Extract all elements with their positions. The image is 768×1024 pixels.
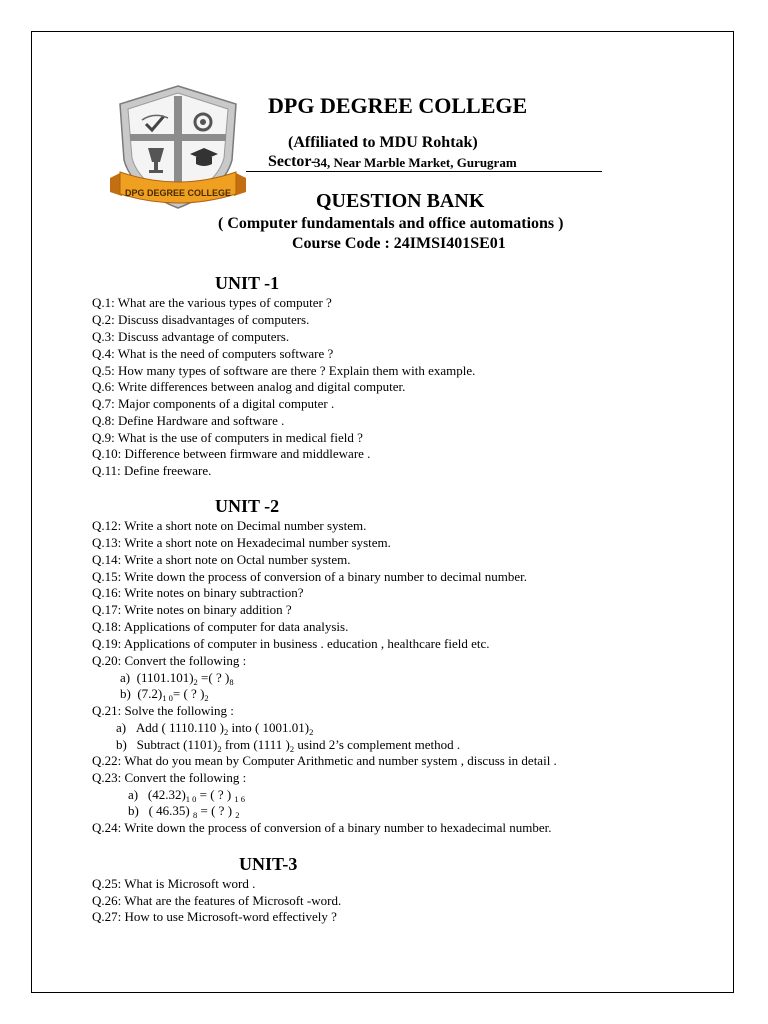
expr: ( 46.35) [148, 803, 194, 818]
expr: into ( 1001.01) [228, 720, 310, 735]
unit-1-heading: UNIT -1 [215, 273, 280, 293]
expr: Subtract (1101) [136, 737, 218, 752]
sub-label: a) [128, 787, 139, 802]
question: Q.1: What are the various types of computer ? [92, 295, 332, 310]
logo-ribbon-text: DPG DEGREE COLLEGE [124, 188, 232, 198]
question: Q.16: Write notes on binary subtraction? [92, 585, 304, 600]
base: 2 [193, 677, 198, 687]
question: Q.2: Discuss disadvantages of computers. [92, 312, 310, 327]
sector-prefix: Sector- [268, 153, 317, 170]
question: Q.7: Major components of a digital computer . [92, 396, 335, 411]
question: Q.18: Applications of computer for data analysis. [92, 619, 349, 634]
question: Q.15: Write down the process of conversion of a binary number to decimal number. [92, 569, 527, 584]
question: Q.10: Difference between firmware and middleware . [92, 446, 371, 461]
unit-3-heading: UNIT-3 [239, 854, 298, 874]
subject-line: ( Computer fundamentals and office automations ) [218, 215, 564, 232]
question: Q.9: What is the use of computers in medical field ? [92, 430, 363, 445]
affiliation: (Affiliated to MDU Rohtak) [288, 134, 478, 151]
question: Q.26: What are the features of Microsoft -word. [92, 893, 342, 908]
question: Q.8: Define Hardware and software . [92, 413, 285, 428]
base: 2 [217, 744, 222, 754]
question: Q.12: Write a short note on Decimal number system. [92, 518, 367, 533]
question: Q.4: What is the need of computers software ? [92, 346, 334, 361]
question: Q.13: Write a short note on Hexadecimal number system. [92, 535, 391, 550]
base: 8 [193, 810, 198, 820]
question: Q.11: Define freeware. [92, 463, 212, 478]
unit-2-heading: UNIT -2 [215, 496, 280, 516]
base: 1 0 [185, 794, 197, 804]
base: 2 [289, 744, 295, 754]
sub-label: a) [120, 670, 131, 685]
question: Q.24: Write down the process of conversion of a binary number to hexadecimal number. [92, 820, 552, 835]
expr: usind 2’s complement method . [294, 737, 461, 752]
expr: = ( ? ) [197, 803, 236, 818]
expr: (42.32) [147, 787, 186, 802]
question: Q.21: Solve the following : [92, 703, 234, 718]
base: 2 [309, 727, 314, 737]
question: Q.19: Applications of computer in business . education , healthcare field etc. [92, 636, 490, 651]
base: 2 [223, 727, 229, 737]
base: 2 [204, 693, 209, 703]
sub-label: b) [120, 686, 131, 701]
course-code: Course Code : 24IMSI401SE01 [292, 235, 506, 252]
expr: Add ( 1110.110 ) [135, 720, 224, 735]
sub-label: a) [116, 720, 127, 735]
sub-label: b) [116, 737, 127, 752]
base: 2 [235, 810, 240, 820]
address-line [246, 153, 602, 172]
document-title: QUESTION BANK [316, 190, 485, 212]
question: Q.25: What is Microsoft word . [92, 876, 256, 891]
base: 1 0 [162, 693, 173, 703]
expr: (7.2) [137, 686, 163, 701]
question: Q.6: Write differences between analog and digital computer. [92, 379, 406, 394]
expr: from (1111 ) [221, 737, 290, 752]
base: 8 [229, 677, 234, 687]
question: Q.14: Write a short note on Octal number system. [92, 552, 351, 567]
expr: =( ? ) [197, 670, 230, 685]
base: 1 6 [234, 794, 246, 804]
college-name: DPG DEGREE COLLEGE [268, 93, 528, 118]
question: Q.22: What do you mean by Computer Arithmetic and number system , discuss in detail . [92, 753, 557, 768]
sector-address: 34, Near Marble Market, Gurugram [314, 155, 517, 170]
question: Q.3: Discuss advantage of computers. [92, 329, 290, 344]
expr: = ( ? ) [196, 787, 235, 802]
question: Q.17: Write notes on binary addition ? [92, 602, 292, 617]
expr: (1101.101) [136, 670, 194, 685]
question: Q.23: Convert the following : [92, 770, 247, 785]
question: Q.5: How many types of software are there ? Explain them with example. [92, 363, 476, 378]
expr: = ( ? ) [172, 686, 205, 701]
question: Q.20: Convert the following : [92, 653, 247, 668]
college-logo [108, 82, 248, 212]
sub-label: b) [128, 803, 139, 818]
question: Q.27: How to use Microsoft-word effectively ? [92, 909, 337, 924]
